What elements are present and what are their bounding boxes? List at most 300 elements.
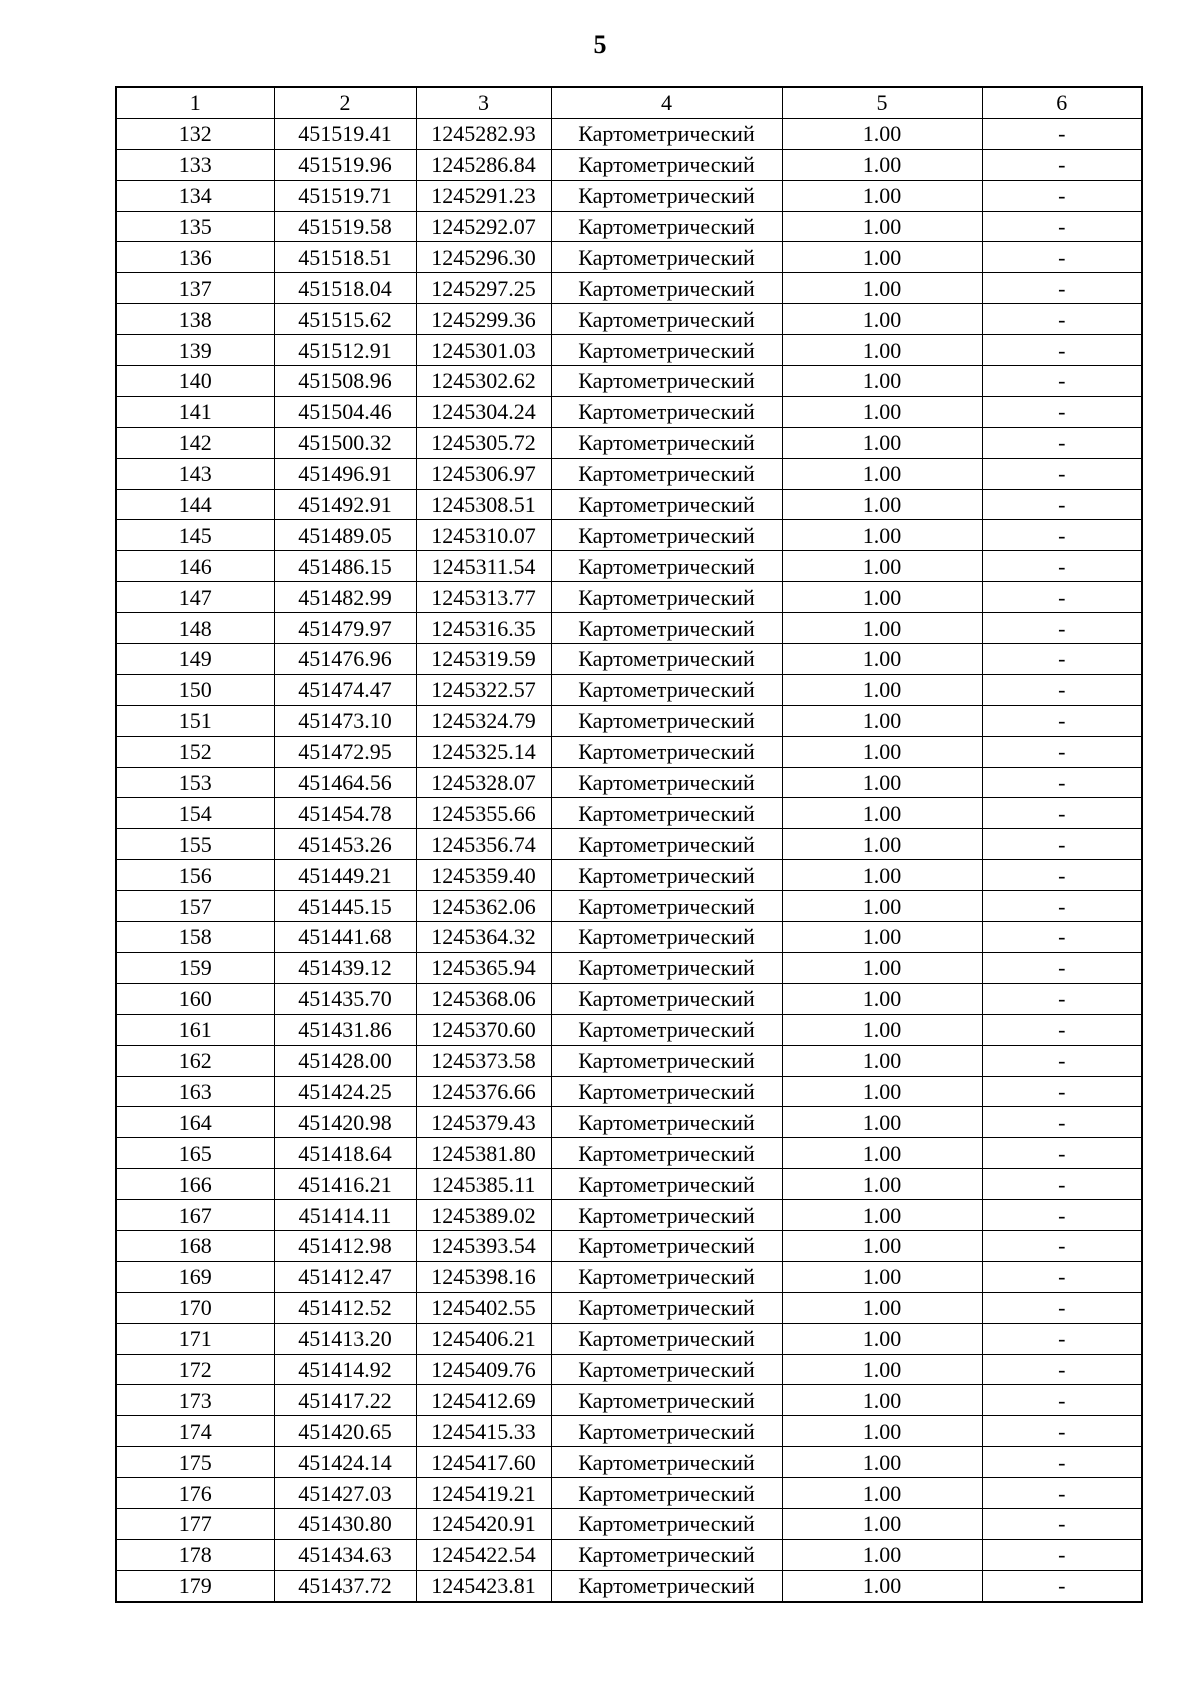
y-coordinate-cell: 1245373.58 [416, 1045, 551, 1076]
description-cell: - [982, 520, 1142, 551]
description-cell: - [982, 767, 1142, 798]
description-cell: - [982, 613, 1142, 644]
table-row [116, 613, 1142, 644]
method-cell: Картометрический [551, 551, 782, 582]
y-coordinate-cell: 1245305.72 [416, 427, 551, 458]
method-cell: Картометрический [551, 829, 782, 860]
accuracy-cell: 1.00 [782, 273, 982, 304]
point-number-cell: 163 [116, 1076, 274, 1107]
y-coordinate-cell: 1245319.59 [416, 644, 551, 675]
table-row [116, 860, 1142, 891]
y-coordinate-cell: 1245301.03 [416, 335, 551, 366]
point-number-cell: 170 [116, 1292, 274, 1323]
y-coordinate-cell: 1245393.54 [416, 1230, 551, 1261]
method-cell: Картометрический [551, 613, 782, 644]
description-cell: - [982, 674, 1142, 705]
y-coordinate-cell: 1245308.51 [416, 489, 551, 520]
table-row [116, 582, 1142, 613]
y-coordinate-cell: 1245322.57 [416, 674, 551, 705]
point-number-cell: 151 [116, 705, 274, 736]
table-row [116, 273, 1142, 304]
accuracy-cell: 1.00 [782, 149, 982, 180]
point-number-cell: 143 [116, 458, 274, 489]
table-row [116, 1014, 1142, 1045]
method-cell: Картометрический [551, 242, 782, 273]
description-cell: - [982, 1447, 1142, 1478]
y-coordinate-cell: 1245291.23 [416, 180, 551, 211]
method-cell: Картометрический [551, 705, 782, 736]
method-cell: Картометрический [551, 211, 782, 242]
accuracy-cell: 1.00 [782, 1570, 982, 1601]
point-number-cell: 134 [116, 180, 274, 211]
method-cell: Картометрический [551, 1230, 782, 1261]
point-number-cell: 142 [116, 427, 274, 458]
y-coordinate-cell: 1245282.93 [416, 118, 551, 149]
accuracy-cell: 1.00 [782, 891, 982, 922]
y-coordinate-cell: 1245316.35 [416, 613, 551, 644]
description-cell: - [982, 1076, 1142, 1107]
accuracy-cell: 1.00 [782, 489, 982, 520]
description-cell: - [982, 1354, 1142, 1385]
table-row [116, 736, 1142, 767]
method-cell: Картометрический [551, 1261, 782, 1292]
accuracy-cell: 1.00 [782, 304, 982, 335]
point-number-cell: 135 [116, 211, 274, 242]
x-coordinate-cell: 451482.99 [274, 582, 416, 613]
x-coordinate-cell: 451416.21 [274, 1169, 416, 1200]
method-cell: Картометрический [551, 1385, 782, 1416]
x-coordinate-cell: 451476.96 [274, 644, 416, 675]
y-coordinate-cell: 1245325.14 [416, 736, 551, 767]
x-coordinate-cell: 451424.14 [274, 1447, 416, 1478]
method-cell: Картометрический [551, 1169, 782, 1200]
table-row [116, 149, 1142, 180]
point-number-cell: 169 [116, 1261, 274, 1292]
accuracy-cell: 1.00 [782, 1014, 982, 1045]
accuracy-cell: 1.00 [782, 1045, 982, 1076]
description-cell: - [982, 922, 1142, 953]
point-number-cell: 176 [116, 1478, 274, 1509]
accuracy-cell: 1.00 [782, 1539, 982, 1570]
method-cell: Картометрический [551, 1045, 782, 1076]
description-cell: - [982, 149, 1142, 180]
accuracy-cell: 1.00 [782, 983, 982, 1014]
method-cell: Картометрический [551, 891, 782, 922]
method-cell: Картометрический [551, 1354, 782, 1385]
description-cell: - [982, 1385, 1142, 1416]
x-coordinate-cell: 451508.96 [274, 366, 416, 397]
method-cell: Картометрический [551, 952, 782, 983]
point-number-cell: 178 [116, 1539, 274, 1570]
description-cell: - [982, 1230, 1142, 1261]
accuracy-cell: 1.00 [782, 551, 982, 582]
accuracy-cell: 1.00 [782, 211, 982, 242]
table-row [116, 983, 1142, 1014]
accuracy-cell: 1.00 [782, 1200, 982, 1231]
description-cell: - [982, 1539, 1142, 1570]
header-cell-1: 1 [116, 87, 274, 118]
accuracy-cell: 1.00 [782, 736, 982, 767]
x-coordinate-cell: 451474.47 [274, 674, 416, 705]
method-cell: Картометрический [551, 644, 782, 675]
x-coordinate-cell: 451454.78 [274, 798, 416, 829]
x-coordinate-cell: 451424.25 [274, 1076, 416, 1107]
x-coordinate-cell: 451412.52 [274, 1292, 416, 1323]
table-row [116, 767, 1142, 798]
table-row [116, 1261, 1142, 1292]
x-coordinate-cell: 451417.22 [274, 1385, 416, 1416]
point-number-cell: 141 [116, 396, 274, 427]
x-coordinate-cell: 451441.68 [274, 922, 416, 953]
description-cell: - [982, 1508, 1142, 1539]
y-coordinate-cell: 1245420.91 [416, 1508, 551, 1539]
x-coordinate-cell: 451412.98 [274, 1230, 416, 1261]
table-row [116, 489, 1142, 520]
accuracy-cell: 1.00 [782, 674, 982, 705]
accuracy-cell: 1.00 [782, 767, 982, 798]
x-coordinate-cell: 451518.51 [274, 242, 416, 273]
x-coordinate-cell: 451489.05 [274, 520, 416, 551]
accuracy-cell: 1.00 [782, 582, 982, 613]
x-coordinate-cell: 451449.21 [274, 860, 416, 891]
method-cell: Картометрический [551, 1200, 782, 1231]
description-cell: - [982, 458, 1142, 489]
x-coordinate-cell: 451439.12 [274, 952, 416, 983]
accuracy-cell: 1.00 [782, 1230, 982, 1261]
y-coordinate-cell: 1245370.60 [416, 1014, 551, 1045]
table-row [116, 118, 1142, 149]
method-cell: Картометрический [551, 1323, 782, 1354]
accuracy-cell: 1.00 [782, 1138, 982, 1169]
header-cell-2: 2 [274, 87, 416, 118]
accuracy-cell: 1.00 [782, 396, 982, 427]
table-body [116, 87, 1142, 1602]
y-coordinate-cell: 1245376.66 [416, 1076, 551, 1107]
description-cell: - [982, 644, 1142, 675]
y-coordinate-cell: 1245368.06 [416, 983, 551, 1014]
page-number: 5 [593, 30, 607, 59]
x-coordinate-cell: 451496.91 [274, 458, 416, 489]
x-coordinate-cell: 451445.15 [274, 891, 416, 922]
point-number-cell: 164 [116, 1107, 274, 1138]
accuracy-cell: 1.00 [782, 613, 982, 644]
point-number-cell: 161 [116, 1014, 274, 1045]
x-coordinate-cell: 451427.03 [274, 1478, 416, 1509]
description-cell: - [982, 1323, 1142, 1354]
accuracy-cell: 1.00 [782, 1354, 982, 1385]
method-cell: Картометрический [551, 458, 782, 489]
table-row [116, 1570, 1142, 1601]
method-cell: Картометрический [551, 1138, 782, 1169]
x-coordinate-cell: 451435.70 [274, 983, 416, 1014]
accuracy-cell: 1.00 [782, 922, 982, 953]
description-cell: - [982, 1107, 1142, 1138]
point-number-cell: 172 [116, 1354, 274, 1385]
table-row [116, 922, 1142, 953]
table-row [116, 829, 1142, 860]
description-cell: - [982, 1045, 1142, 1076]
method-cell: Картометрический [551, 798, 782, 829]
point-number-cell: 154 [116, 798, 274, 829]
x-coordinate-cell: 451413.20 [274, 1323, 416, 1354]
point-number-cell: 148 [116, 613, 274, 644]
table-row [116, 180, 1142, 211]
point-number-cell: 166 [116, 1169, 274, 1200]
y-coordinate-cell: 1245381.80 [416, 1138, 551, 1169]
method-cell: Картометрический [551, 922, 782, 953]
y-coordinate-cell: 1245286.84 [416, 149, 551, 180]
accuracy-cell: 1.00 [782, 335, 982, 366]
method-cell: Картометрический [551, 396, 782, 427]
description-cell: - [982, 829, 1142, 860]
x-coordinate-cell: 451414.11 [274, 1200, 416, 1231]
x-coordinate-cell: 451518.04 [274, 273, 416, 304]
accuracy-cell: 1.00 [782, 860, 982, 891]
method-cell: Картометрический [551, 1447, 782, 1478]
description-cell: - [982, 1138, 1142, 1169]
description-cell: - [982, 983, 1142, 1014]
accuracy-cell: 1.00 [782, 644, 982, 675]
method-cell: Картометрический [551, 1076, 782, 1107]
accuracy-cell: 1.00 [782, 1416, 982, 1447]
y-coordinate-cell: 1245297.25 [416, 273, 551, 304]
y-coordinate-cell: 1245296.30 [416, 242, 551, 273]
point-number-cell: 168 [116, 1230, 274, 1261]
point-number-cell: 179 [116, 1570, 274, 1601]
y-coordinate-cell: 1245402.55 [416, 1292, 551, 1323]
table-row [116, 1138, 1142, 1169]
point-number-cell: 152 [116, 736, 274, 767]
x-coordinate-cell: 451519.41 [274, 118, 416, 149]
x-coordinate-cell: 451412.47 [274, 1261, 416, 1292]
accuracy-cell: 1.00 [782, 366, 982, 397]
x-coordinate-cell: 451486.15 [274, 551, 416, 582]
header-cell-5: 5 [782, 87, 982, 118]
table-row [116, 1323, 1142, 1354]
y-coordinate-cell: 1245415.33 [416, 1416, 551, 1447]
method-cell: Картометрический [551, 489, 782, 520]
y-coordinate-cell: 1245389.02 [416, 1200, 551, 1231]
description-cell: - [982, 736, 1142, 767]
y-coordinate-cell: 1245304.24 [416, 396, 551, 427]
point-number-cell: 149 [116, 644, 274, 675]
table-row [116, 1292, 1142, 1323]
y-coordinate-cell: 1245412.69 [416, 1385, 551, 1416]
y-coordinate-cell: 1245324.79 [416, 705, 551, 736]
table-row [116, 1169, 1142, 1200]
point-number-cell: 174 [116, 1416, 274, 1447]
table-row [116, 705, 1142, 736]
x-coordinate-cell: 451515.62 [274, 304, 416, 335]
table-row [116, 396, 1142, 427]
y-coordinate-cell: 1245356.74 [416, 829, 551, 860]
point-number-cell: 167 [116, 1200, 274, 1231]
description-cell: - [982, 798, 1142, 829]
table-row [116, 798, 1142, 829]
description-cell: - [982, 242, 1142, 273]
point-number-cell: 145 [116, 520, 274, 551]
table-row [116, 1447, 1142, 1478]
y-coordinate-cell: 1245419.21 [416, 1478, 551, 1509]
description-cell: - [982, 335, 1142, 366]
description-cell: - [982, 1570, 1142, 1601]
x-coordinate-cell: 451437.72 [274, 1570, 416, 1601]
y-coordinate-cell: 1245306.97 [416, 458, 551, 489]
x-coordinate-cell: 451453.26 [274, 829, 416, 860]
point-number-cell: 156 [116, 860, 274, 891]
method-cell: Картометрический [551, 860, 782, 891]
point-number-cell: 157 [116, 891, 274, 922]
y-coordinate-cell: 1245355.66 [416, 798, 551, 829]
method-cell: Картометрический [551, 1570, 782, 1601]
y-coordinate-cell: 1245328.07 [416, 767, 551, 798]
point-number-cell: 155 [116, 829, 274, 860]
y-coordinate-cell: 1245385.11 [416, 1169, 551, 1200]
description-cell: - [982, 582, 1142, 613]
point-number-cell: 171 [116, 1323, 274, 1354]
accuracy-cell: 1.00 [782, 242, 982, 273]
accuracy-cell: 1.00 [782, 1292, 982, 1323]
method-cell: Картометрический [551, 1292, 782, 1323]
accuracy-cell: 1.00 [782, 952, 982, 983]
description-cell: - [982, 118, 1142, 149]
point-number-cell: 136 [116, 242, 274, 273]
description-cell: - [982, 427, 1142, 458]
table-row [116, 427, 1142, 458]
method-cell: Картометрический [551, 767, 782, 798]
x-coordinate-cell: 451464.56 [274, 767, 416, 798]
description-cell: - [982, 952, 1142, 983]
accuracy-cell: 1.00 [782, 798, 982, 829]
x-coordinate-cell: 451428.00 [274, 1045, 416, 1076]
method-cell: Картометрический [551, 366, 782, 397]
y-coordinate-cell: 1245310.07 [416, 520, 551, 551]
description-cell: - [982, 860, 1142, 891]
accuracy-cell: 1.00 [782, 1261, 982, 1292]
method-cell: Картометрический [551, 118, 782, 149]
table-row [116, 1045, 1142, 1076]
table-row [116, 211, 1142, 242]
description-cell: - [982, 551, 1142, 582]
x-coordinate-cell: 451492.91 [274, 489, 416, 520]
table-row [116, 1076, 1142, 1107]
point-number-cell: 150 [116, 674, 274, 705]
point-number-cell: 162 [116, 1045, 274, 1076]
x-coordinate-cell: 451472.95 [274, 736, 416, 767]
accuracy-cell: 1.00 [782, 427, 982, 458]
y-coordinate-cell: 1245362.06 [416, 891, 551, 922]
description-cell: - [982, 273, 1142, 304]
point-number-cell: 137 [116, 273, 274, 304]
y-coordinate-cell: 1245409.76 [416, 1354, 551, 1385]
y-coordinate-cell: 1245311.54 [416, 551, 551, 582]
description-cell: - [982, 1478, 1142, 1509]
x-coordinate-cell: 451430.80 [274, 1508, 416, 1539]
accuracy-cell: 1.00 [782, 1107, 982, 1138]
table-row [116, 242, 1142, 273]
point-number-cell: 144 [116, 489, 274, 520]
method-cell: Картометрический [551, 1107, 782, 1138]
method-cell: Картометрический [551, 273, 782, 304]
point-number-cell: 160 [116, 983, 274, 1014]
x-coordinate-cell: 451500.32 [274, 427, 416, 458]
table-row [116, 674, 1142, 705]
method-cell: Картометрический [551, 335, 782, 366]
table-row [116, 1385, 1142, 1416]
x-coordinate-cell: 451434.63 [274, 1539, 416, 1570]
y-coordinate-cell: 1245398.16 [416, 1261, 551, 1292]
x-coordinate-cell: 451519.96 [274, 149, 416, 180]
y-coordinate-cell: 1245417.60 [416, 1447, 551, 1478]
table-row [116, 335, 1142, 366]
x-coordinate-cell: 451431.86 [274, 1014, 416, 1045]
description-cell: - [982, 366, 1142, 397]
point-number-cell: 147 [116, 582, 274, 613]
method-cell: Картометрический [551, 180, 782, 211]
accuracy-cell: 1.00 [782, 829, 982, 860]
y-coordinate-cell: 1245313.77 [416, 582, 551, 613]
accuracy-cell: 1.00 [782, 1447, 982, 1478]
x-coordinate-cell: 451420.65 [274, 1416, 416, 1447]
y-coordinate-cell: 1245292.07 [416, 211, 551, 242]
x-coordinate-cell: 451519.58 [274, 211, 416, 242]
description-cell: - [982, 1200, 1142, 1231]
method-cell: Картометрический [551, 582, 782, 613]
point-number-cell: 153 [116, 767, 274, 798]
point-number-cell: 175 [116, 1447, 274, 1478]
table-row [116, 952, 1142, 983]
accuracy-cell: 1.00 [782, 458, 982, 489]
accuracy-cell: 1.00 [782, 1076, 982, 1107]
point-number-cell: 132 [116, 118, 274, 149]
table-row [116, 644, 1142, 675]
table-row [116, 304, 1142, 335]
x-coordinate-cell: 451512.91 [274, 335, 416, 366]
accuracy-cell: 1.00 [782, 1508, 982, 1539]
y-coordinate-cell: 1245423.81 [416, 1570, 551, 1601]
table-row [116, 366, 1142, 397]
description-cell: - [982, 396, 1142, 427]
table-row [116, 1539, 1142, 1570]
table-row [116, 551, 1142, 582]
table-row [116, 1508, 1142, 1539]
description-cell: - [982, 705, 1142, 736]
table-row [116, 1107, 1142, 1138]
x-coordinate-cell: 451473.10 [274, 705, 416, 736]
method-cell: Картометрический [551, 674, 782, 705]
table-row [116, 1230, 1142, 1261]
table-row [116, 458, 1142, 489]
accuracy-cell: 1.00 [782, 1169, 982, 1200]
method-cell: Картометрический [551, 1508, 782, 1539]
point-number-cell: 158 [116, 922, 274, 953]
table-row [116, 1478, 1142, 1509]
description-cell: - [982, 891, 1142, 922]
accuracy-cell: 1.00 [782, 1478, 982, 1509]
point-number-cell: 165 [116, 1138, 274, 1169]
table-header-row [116, 87, 1142, 118]
point-number-cell: 173 [116, 1385, 274, 1416]
accuracy-cell: 1.00 [782, 520, 982, 551]
point-number-cell: 146 [116, 551, 274, 582]
description-cell: - [982, 1292, 1142, 1323]
method-cell: Картометрический [551, 1478, 782, 1509]
header-cell-3: 3 [416, 87, 551, 118]
table-row [116, 520, 1142, 551]
x-coordinate-cell: 451504.46 [274, 396, 416, 427]
method-cell: Картометрический [551, 427, 782, 458]
method-cell: Картометрический [551, 1014, 782, 1045]
